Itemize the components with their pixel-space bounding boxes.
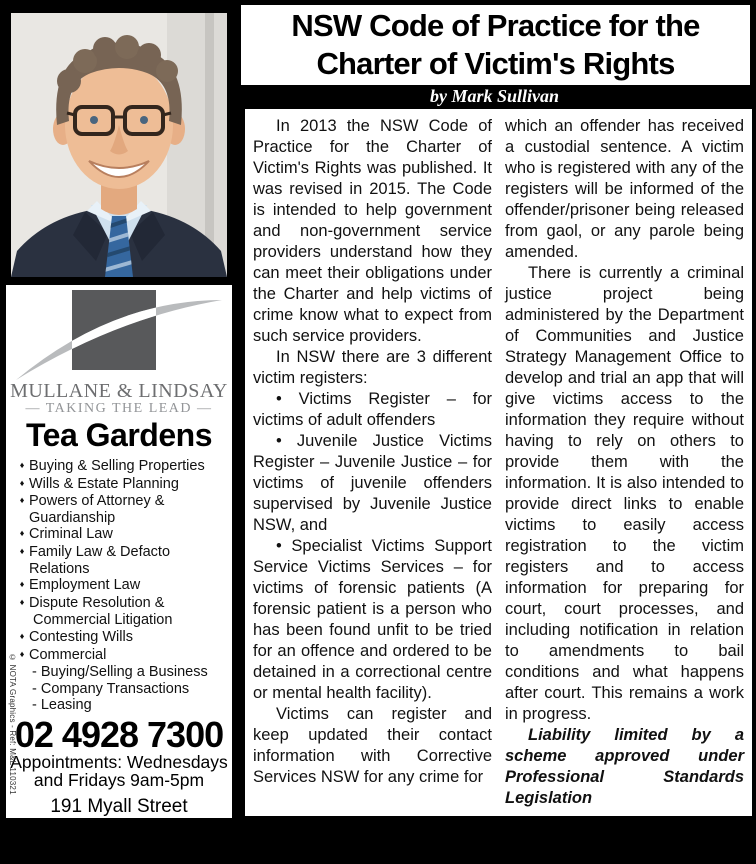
article-column-2 [505,116,744,809]
diamond-bullet-icon: ♦ [19,528,25,539]
diamond-bullet-icon: ♦ [19,630,25,641]
service-label: Wills & Estate Planning [29,475,179,492]
article-paragraph: There is currently a criminal justice project being administered by the Department of Communities and Justice Strategy Management Office to develop and trial an app that will give victims access to the information they require without having to rely on others to provide them with the information. It is also intended to provide direct links to enable victims to easily access registration to the victim registers and to access information for preparing for court, court processes, and including notification in relation to amendments to bail conditions and what happens after court. This remains a work in progress. [505,264,744,723]
lawyer-photo [11,13,227,277]
service-label: Family Law & Defacto Relations [29,543,171,577]
article-paragraph: • Victims Register – for victims of adult offenders [253,390,492,429]
service-item [15,577,232,595]
firm-tagline: — TAKING THE LEAD — [25,401,213,416]
article-paragraph: • Juvenile Justice Victims Register – Juvenile Justice – for victims of juvenile offenders supervised by Juvenile Justice NSW, and [253,432,492,534]
article-paragraph: In NSW there are 3 different victim registers: [253,348,492,387]
byline-bar [233,85,756,109]
service-label: Criminal Law [29,526,113,543]
service-item [15,526,232,544]
printer-credit: © NOTA Graphics - Ref: M&L 110321 [8,653,17,795]
address-town: Tea Gardens [50,814,188,842]
diamond-bullet-icon: ♦ [19,648,25,659]
diamond-bullet-icon: ♦ [19,545,25,556]
article-body [245,109,752,816]
diamond-bullet-icon: ♦ [19,596,25,607]
headline-line-2: Charter of Victim's Rights [316,46,675,81]
article-paragraph: Victims can register and keep updated their contact information with Corrective Services NSW for any crime for [253,705,492,786]
service-label: Dispute Resolution & [29,594,165,611]
service-item [15,493,232,526]
appointments-line2: and Fridays 9am-5pm [33,770,205,791]
services-list [6,458,232,714]
article-column-1 [253,116,492,809]
diamond-bullet-icon: ♦ [19,460,25,470]
article-section [233,0,756,827]
mullane-lindsay-logo [12,288,226,382]
street-address: 191 Myall Street [50,795,188,817]
location-heading: Tea Gardens [26,417,212,453]
article-paragraph: which an offender has received a custodial sentence. A victim who is registered with any of the registers will be informed of the offender/prisoner being released from gaol, or any parole being amended. [505,117,744,261]
service-label: Employment Law [29,577,141,594]
service-sub-item: - Company Transactions [32,680,190,697]
service-item [15,647,232,665]
byline-author: by Mark Sullivan [429,86,560,106]
service-item [15,595,232,613]
website-url: www.mullanelindsay.com.au [6,842,249,864]
service-sub-item: - Leasing [32,697,92,714]
service-item [15,544,232,577]
diamond-bullet-icon: ♦ [19,477,25,488]
phone-number: 02 4928 7300 [14,713,224,755]
service-item [15,458,232,476]
service-sub-item: - Buying/Selling a Business [32,664,208,681]
appointments-line1: Appointments: Wednesdays [10,751,228,772]
diamond-bullet-icon: ♦ [19,579,25,590]
service-label: Powers of Attorney & Guardianship [29,493,165,526]
diamond-bullet-icon: ♦ [19,495,25,506]
headline-line-1: NSW Code of Practice for the [291,8,700,43]
service-label: Contesting Wills [29,628,133,645]
service-label-continued: Commercial Litigation [33,612,173,629]
headline-box [241,5,750,85]
service-label: Buying & Selling Properties [29,458,205,474]
article-paragraph: • Specialist Victims Support Service Victims Services – for victims of forensic patients (A forensic patient is a person who has been found unfit to be tried for an offence and ordered to be detained in a correctional centre or mental health facility). [253,537,492,702]
service-label: Commercial [29,646,107,663]
article-paragraph: In 2013 the NSW Code of Practice for the Charter of Victim's Rights was published. It was revised in 2015. The Code is intended to help government and non-government service providers understand how they can meet their obligations under the Charter and help victims of crime know what to expect from such service providers. [253,117,492,345]
liability-disclaimer: Liability limited by a scheme approved under Professional Standards Legislation [505,726,744,807]
service-item [15,476,232,494]
firm-sidebar [6,285,249,864]
firm-name: MULLANE & LINDSAY [10,380,228,402]
service-item [15,629,232,647]
